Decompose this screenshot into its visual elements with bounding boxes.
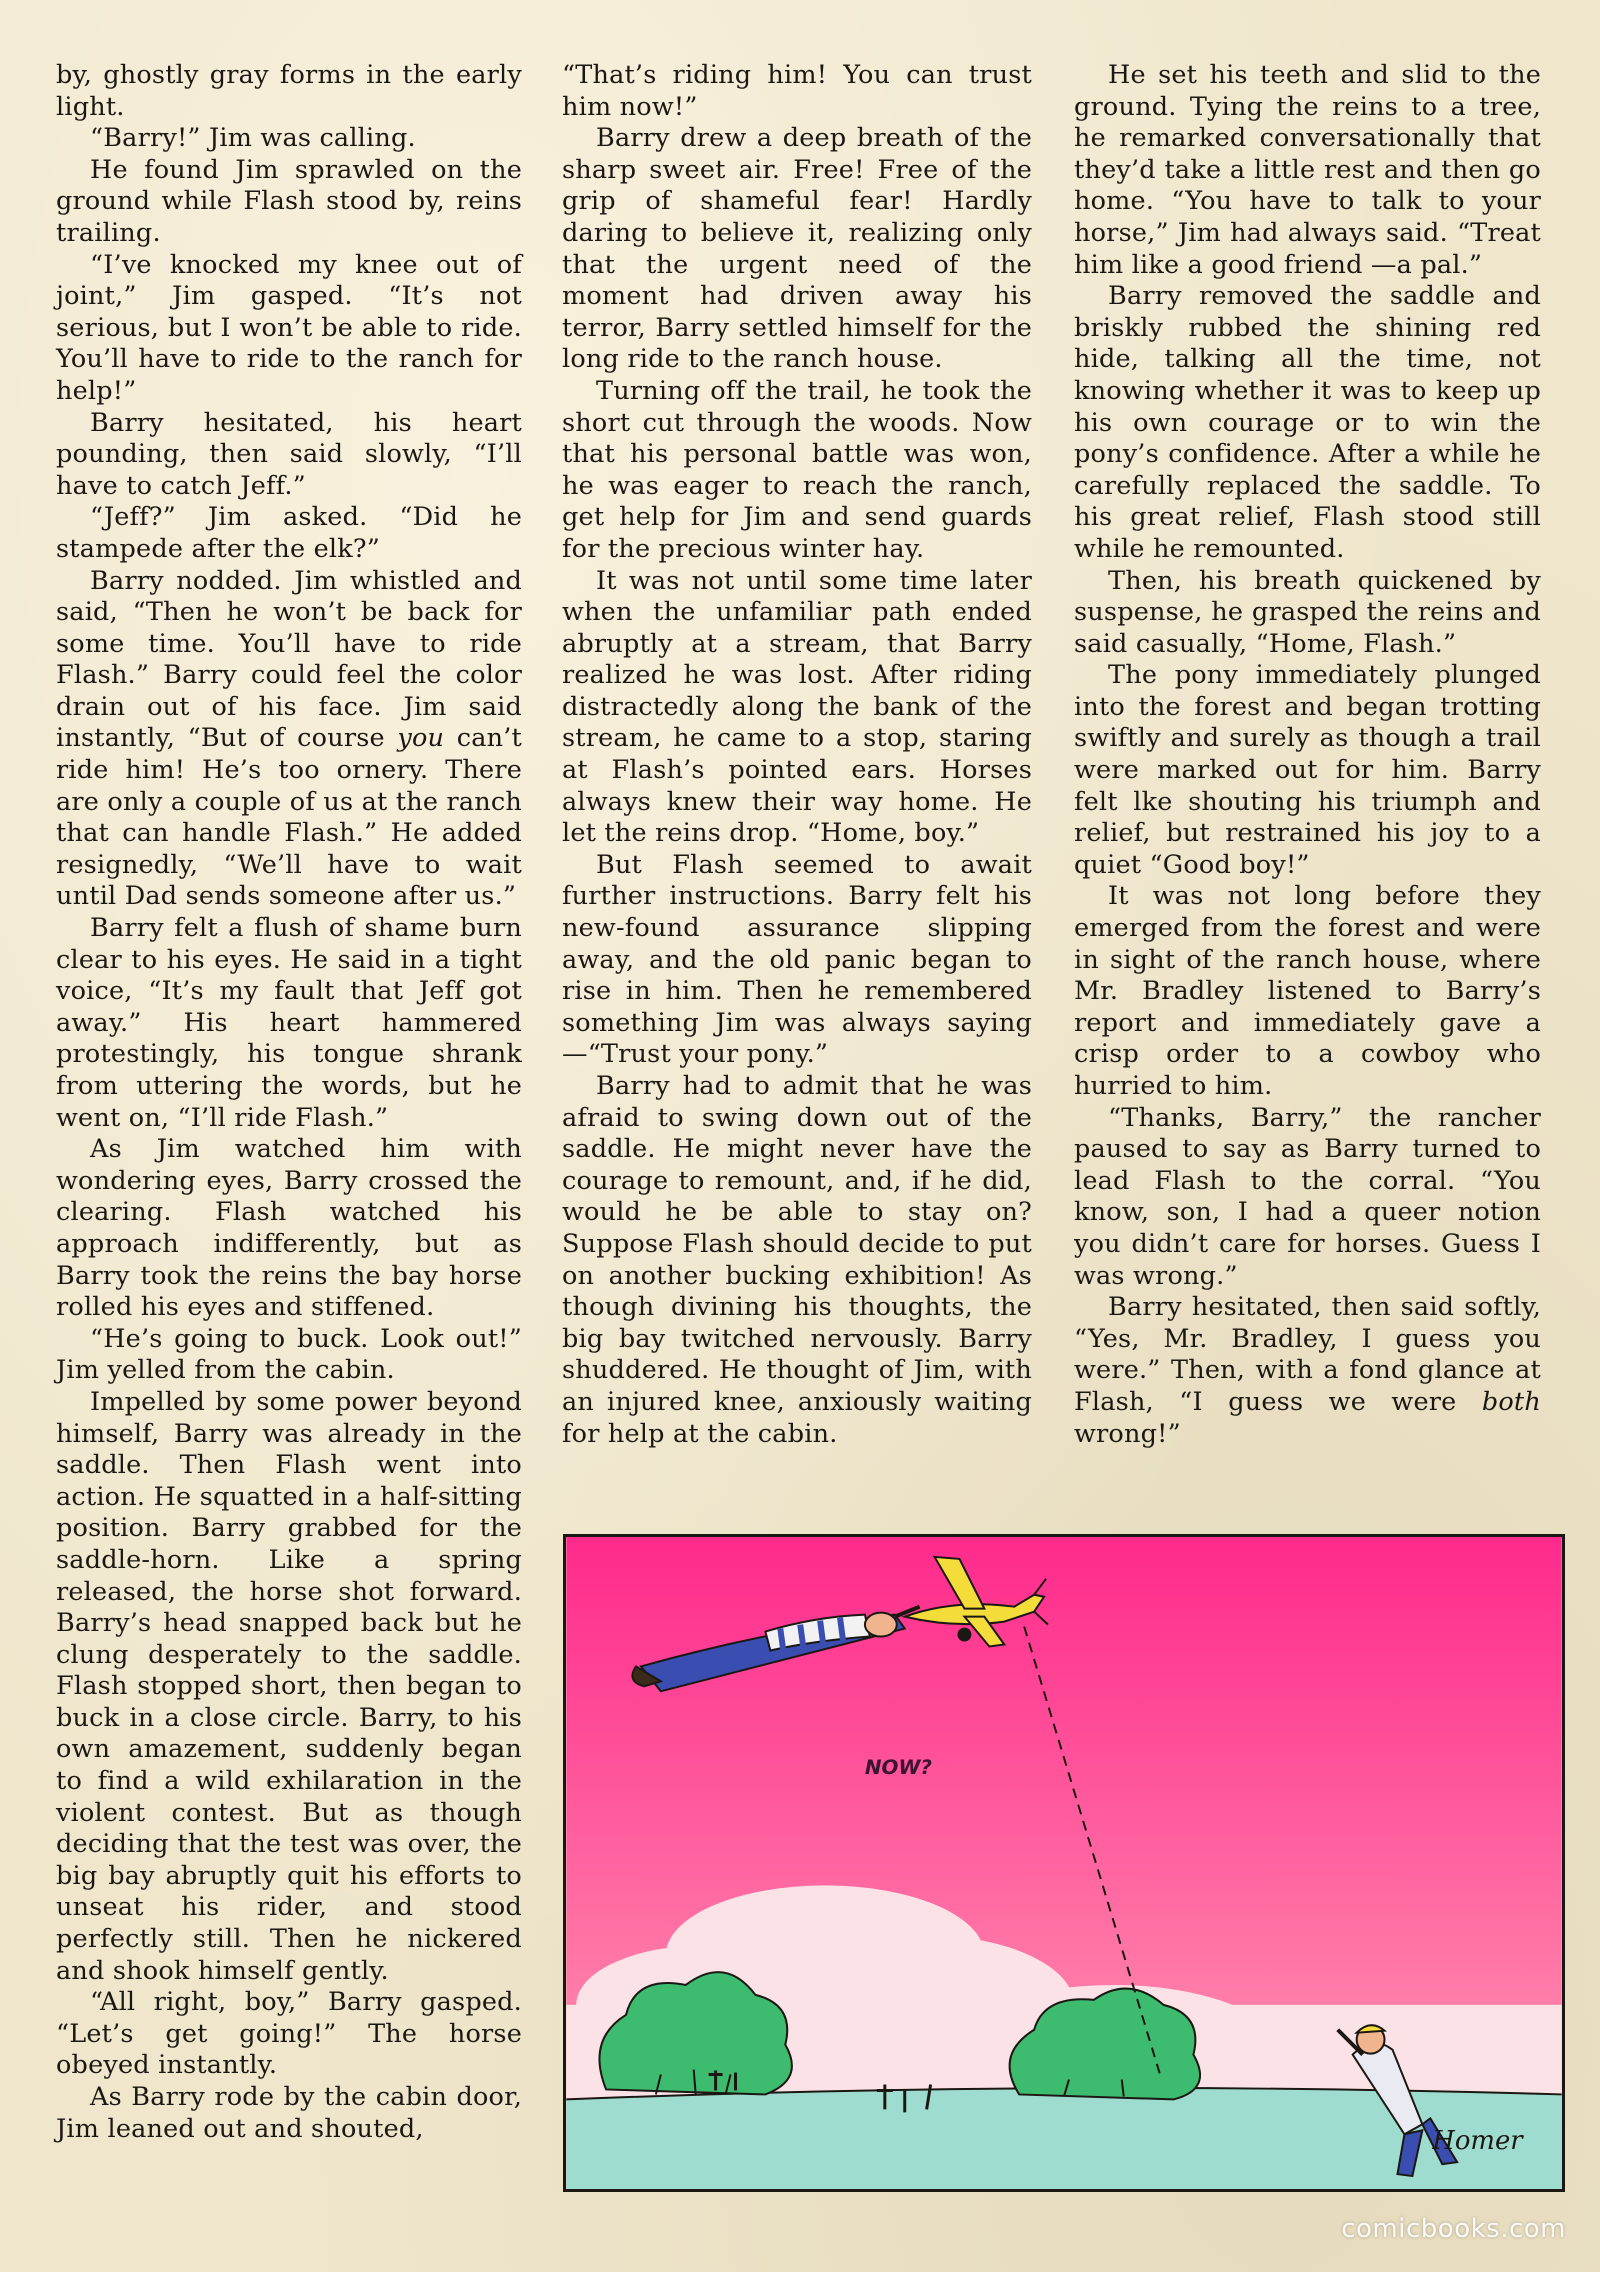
- paragraph: Barry drew a deep breath of the sharp sweet air. Free! Free of the grip of shameful fear! Hardly daring to believe it, realizing only that the urgent need of the moment had driven away his terror, Barry settled himself for the long ride to the ranch house.: [562, 123, 1032, 375]
- cartoon-illustration: [566, 1537, 1562, 2189]
- paragraph: “Barry!” Jim was calling.: [90, 123, 416, 154]
- text-run: wrong!”: [1074, 1418, 1181, 1449]
- paragraph: Then, his breath quickened by suspense, he grasped the reins and said casually, “Home, Flash.”: [1074, 565, 1541, 659]
- paragraph: “Jeff?” Jim asked. “Did he stampede after the elk?”: [56, 502, 522, 564]
- paragraph: “He’s going to buck. Look out!” Jim yelled from the cabin.: [56, 1323, 522, 1386]
- paragraph: As Barry rode by the cabin door, Jim leaned out and shouted,: [56, 2082, 522, 2144]
- paragraph: Barry hesitated, his heart pounding, then said slowly, “I’ll have to catch Jeff.”: [56, 407, 522, 501]
- paragraph: [56, 566, 522, 914]
- paragraph: Barry had to admit that he was afraid to swing down out of the saddle. He might never have the courage to remount, and, if he did, would he be able to stay on? Suppose Flash should decide to put on another bucking exhibition! As though divining his thoughts, the big bay twitched nervously. Barry shuddered. He thought of Jim, with an injured knee, anxiously waiting for help at the cabin.: [562, 1071, 1032, 1449]
- story-column-1: [56, 60, 522, 2145]
- paragraph: “Thanks, Barry,” the rancher paused to say as Barry turned to lead Flash to the corral. “You know, son, I had a queer notion you didn’t care for horses. Guess I was wrong.”: [1074, 1102, 1541, 1291]
- paragraph: by, ghostly gray forms in the early light.: [56, 60, 522, 122]
- paragraph: The pony immediately plunged into the forest and began trotting swiftly and surely as though a trail were marked out for him. Barry felt lke shouting his triumph and relief, but restrained his joy to a quiet “Good boy!”: [1074, 660, 1541, 880]
- paragraph: He found Jim sprawled on the ground while Flash stood by, reins trailing.: [56, 154, 522, 248]
- paragraph: “That’s riding him! You can trust him now!”: [562, 60, 1032, 122]
- emphasis-you: you: [397, 723, 445, 754]
- paragraph: Impelled by some power beyond himself, Barry was already in the saddle. Then Flash went into action. He squatted in a half-sitting position. Barry grabbed for the saddle-horn. Like a spring released, the horse shot forward. Barry’s head snapped back but he clung desperately to the saddle. Flash stopped short, then began to buck in a close circle. Barry, to his own amazement, suddenly began to find a wild exhilaration in the violent contest. But as though deciding that the test was over, the big bay abruptly quit his efforts to unseat his rider, and stood perfectly still. Then he nickered and shook himself gently.: [56, 1386, 522, 1986]
- cartoon-caption: NOW?: [864, 1755, 932, 1779]
- paragraph: Barry removed the saddle and briskly rubbed the shining red hide, talking all the time, not knowing whether it was to keep up his own courage or to win the pony’s confidence. After a while he carefully replaced the saddle. To his great relief, Flash stood still while he remounted.: [1074, 281, 1541, 564]
- paragraph: Turning off the trail, he took the short cut through the woods. Now that his personal battle was won, he was eager to reach the ranch, get help for Jim and send guards for the precious winter hay.: [562, 375, 1032, 564]
- story-column-3: [1074, 60, 1541, 1450]
- paragraph: He set his teeth and slid to the ground. Tying the reins to a tree, he remarked conversationally that they’d take a little rest and then go home. “You have to talk to your horse,” Jim had always said. “Treat him like a good friend —a pal.”: [1074, 60, 1541, 280]
- paragraph: It was not long before they emerged from the forest and were in sight of the ranch house, where Mr. Bradley listened to Barry’s report and immediately gave a crisp order to a cowboy who hurried to him.: [1074, 881, 1541, 1101]
- story-column-2: [562, 60, 1032, 1450]
- text-run: Barry hesitated, then said softly, “Yes, Mr. Bradley, I guess you were.” Then, with a fond glance at Flash, “I guess we were: [1074, 1292, 1541, 1417]
- paragraph: As Jim watched him with wondering eyes, Barry crossed the clearing. Flash watched his approach indifferently, but as Barry took the reins the bay horse rolled his eyes and stiffened.: [56, 1134, 522, 1323]
- watermark: comicbooks.com: [1341, 2214, 1566, 2244]
- paragraph: “All right, boy,” Barry gasped. “Let’s get going!” The horse obeyed instantly.: [56, 1987, 522, 2081]
- emphasis-both: both: [1481, 1386, 1541, 1417]
- paragraph: Barry felt a flush of shame burn clear to his eyes. He said in a tight voice, “It’s my fault that Jeff got away.” His heart hammered protestingly, his tongue shrank from uttering the words, but he went on, “I’ll ride Flash.”: [56, 913, 522, 1133]
- paragraph: It was not until some time later when the unfamiliar path ended abruptly at a stream, that Barry realized he was lost. After riding distractedly along the bank of the stream, he came to a stop, staring at Flash’s pointed ears. Horses always knew their way home. He let the reins drop. “Home, boy.”: [562, 565, 1032, 849]
- paragraph: [1074, 1292, 1541, 1450]
- artist-signature: Homer: [1432, 2126, 1523, 2157]
- gag-cartoon-panel: [563, 1534, 1565, 2192]
- text-run: can’t ride him! He’s too ornery. There are only a couple of us at the ranch that can handle Flash.” He added resignedly, “We’ll have to wait until Dad sends someone after us.”: [56, 723, 522, 912]
- paragraph: “I’ve knocked my knee out of joint,” Jim gasped. “It’s not serious, but I won’t be able to ride. You’ll have to ride to the ranch for help!”: [56, 249, 522, 406]
- paragraph: But Flash seemed to await further instructions. Barry felt his new-found assurance slipping away, and the old panic began to rise in him. Then he remembered something Jim was always saying —“Trust your pony.”: [562, 849, 1032, 1070]
- text-run: Barry nodded. Jim whistled and said, “Then he won’t be back for some time. You’ll have to ride Flash.” Barry could feel the color drain out of his face. Jim said instantly, “But of course: [56, 565, 522, 754]
